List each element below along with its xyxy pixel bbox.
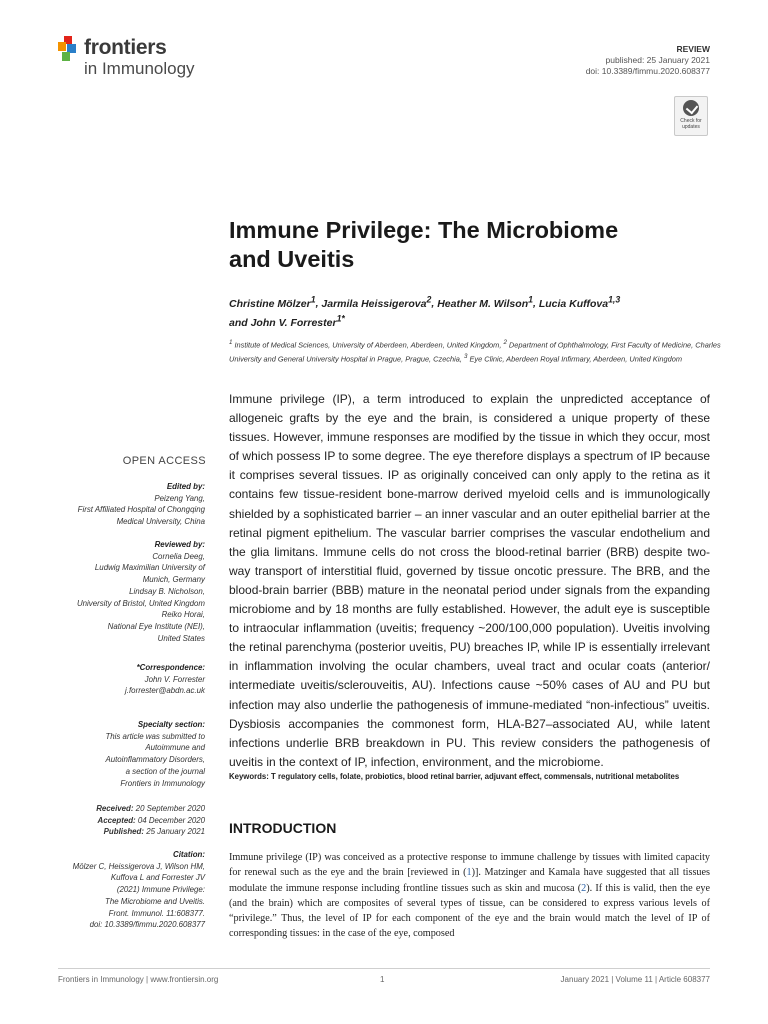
author[interactable]: Jarmila Heissigerova$^2$ <box>321 294 432 310</box>
abstract: Immune privilege (IP), a term introduced to explain the unpredicted acceptance of allogeneic grafts by the eye and the brain, is considered a unique property of these tissues. However, immune responses are modified by the tissue in which they occur, most of which possess IP to some degree. The eye therefore displays a spectrum of IP because it comprises several tissues. IP as originally conceived can only apply to the retina as it contains few tissue-resident bone-marrow derived myeloid cells and is immunologically shielded by a sophisticated barrier – an inner vascular and an outer epithelial barrier at the retinal pigment epithelium. The vascular barrier comprises the vascular endothelium and the glia limitans. Immune cells do not cross the blood-retinal barrier (BRB) despite two-way transport of interstitial fluid, governed by tissue oncotic pressure. The BRB, and the blood-brain barrier (BBB) mature in the neonatal period under signals from the expanding microbiome and by 18 months are fully established. However, the adult eye is susceptible to intraocular inflammation (uveitis; frequency ~200/100,000 population). Uveitis involving the retinal parenchyma (posterior uveitis, PU) breaches IP, while IP is essentially irrelevant in inflammation involving the ocular chambers, uveal tract and ocular coats (anterior/ intermediate uveitis/sclerouveitis, AU). Infections cause ~50% cases of AU and PU but infection may also underlie the pathogenesis of immune-mediated “non-infectious” uveitis. Dysbiosis accompanies the commonest form, HLA-B27–associated AU, while latent infections underlie BRB breakdown in PU. This review considers the pathogenesis of uveitis in the context of IP, infection, environment, and the microbiome. <box>229 392 710 769</box>
author[interactable]: and John V. Forrester$^{1*}$ <box>229 313 345 329</box>
title-line2: and Uveitis <box>229 246 355 272</box>
frontiers-logo-icon <box>58 36 80 62</box>
author[interactable]: Christine Mölzer$^1$ <box>229 294 316 310</box>
article-header <box>586 44 710 77</box>
keywords-label: Keywords: <box>229 772 269 781</box>
section-heading-introduction: INTRODUCTION <box>229 820 337 836</box>
correspondence-block: *Correspondence: John V. Forrester j.forrester@abdn.ac.uk <box>45 662 205 697</box>
published-date: published: 25 January 2021 <box>605 55 710 65</box>
author[interactable]: Heather M. Wilson$^1$ <box>437 294 533 310</box>
keywords-list: T regulatory cells, folate, probiotics, blood retinal barrier, adjuvant effect, commensals, nutritional metabolites <box>271 772 680 781</box>
brand-name: frontiers <box>84 36 167 59</box>
author[interactable]: Lucia Kuffova$^{1,3}$ <box>538 294 621 310</box>
edited-by-block: Edited by: Peizeng Yang, First Affiliated Hospital of Chongqing Medical University, China <box>77 482 205 527</box>
dates-block: Received: 20 September 2020 Accepted: 04 December 2020 Published: 25 January 2021 <box>96 804 205 837</box>
checkmark-icon <box>683 100 699 116</box>
open-access-label: OPEN ACCESS <box>122 455 206 467</box>
journal-name: in Immunology <box>84 59 195 78</box>
reference-link[interactable]: 1 <box>466 867 472 879</box>
keywords <box>229 771 719 782</box>
title-line1: Immune Privilege: The Microbiome <box>229 217 619 243</box>
reference-link[interactable]: 2 <box>581 882 587 894</box>
author-list: Christine Mölzer$^1$, Jarmila Heissigerova$^2$, Heather M. Wilson$^1$, Lucia Kuffova$^{1,3}$ and John V. Forrester$^{1*}$ <box>229 294 621 329</box>
badge-line1: Check for <box>680 118 702 124</box>
doi-link[interactable]: doi: 10.3389/fimmu.2020.608377 <box>585 66 710 76</box>
introduction-paragraph: Immune privilege (IP) was conceived as a protective response to immune challenge by tissues with limited capacity for renewal such as the eye and the brain [reviewed in (1)]. Matzinger and Kamala have suggested that all tissues modulate the immune response including frontline tissues such as skin and mucosa (2). If this is valid, then the eye (and the brain) which are composites of several types of tissue, can be considered to express various levels of “privilege.” Thus, the level of IP for each component of the eye and the brain would match the level of IP of corresponding tissues: in the case of the eye, composed <box>229 852 710 940</box>
journal-logo <box>58 34 258 84</box>
citation-block: Citation: Mölzer C, Heissigerova J, Wilson HM, Kuffova L and Forrester JV (2021) Immune Privilege: The Microbiome and Uveitis. Front. Immunol. 11:608377. doi: 10.3389/fimmu.2020.608377 <box>45 849 205 931</box>
affiliations: $^1$ Institute of Medical Sciences, University of Aberdeen, Aberdeen, United Kingdom, $^2$ Department of Ophthalmology, First Faculty of Medicine, Charles University and General University Hospital in Prague, Prague, Czechia, $^3$ Eye Clinic, Aberdeen Royal Infirmary, Aberdeen, United Kingdom <box>229 339 721 364</box>
page-number: 1 <box>380 975 385 984</box>
check-for-updates-badge[interactable] <box>674 96 708 136</box>
reviewed-by-block: Reviewed by: Cornelia Deeg, Ludwig Maximilian University of Munich, Germany Lindsay B. Nicholson, University of Bristol, United Kingdom Reiko Horai, National Eye Institute (NEI), United States <box>76 540 205 643</box>
article-title <box>229 216 729 274</box>
correspondence-email[interactable]: j.forrester@abdn.ac.uk <box>125 686 205 696</box>
footer-journal[interactable]: Frontiers in Immunology | www.frontiersin.org <box>58 975 219 984</box>
specialty-section-block: Specialty section: This article was submitted to Autoimmune and Autoinflammatory Disorders, a section of the journal Frontiers in Immunology <box>105 720 205 788</box>
article-type: REVIEW <box>676 44 710 54</box>
footer-article-info: January 2021 | Volume 11 | Article 608377 <box>560 975 710 984</box>
footer-divider <box>58 968 710 969</box>
badge-line2: updates <box>682 124 700 130</box>
citation-doi[interactable]: doi: 10.3389/fimmu.2020.608377 <box>89 920 205 930</box>
